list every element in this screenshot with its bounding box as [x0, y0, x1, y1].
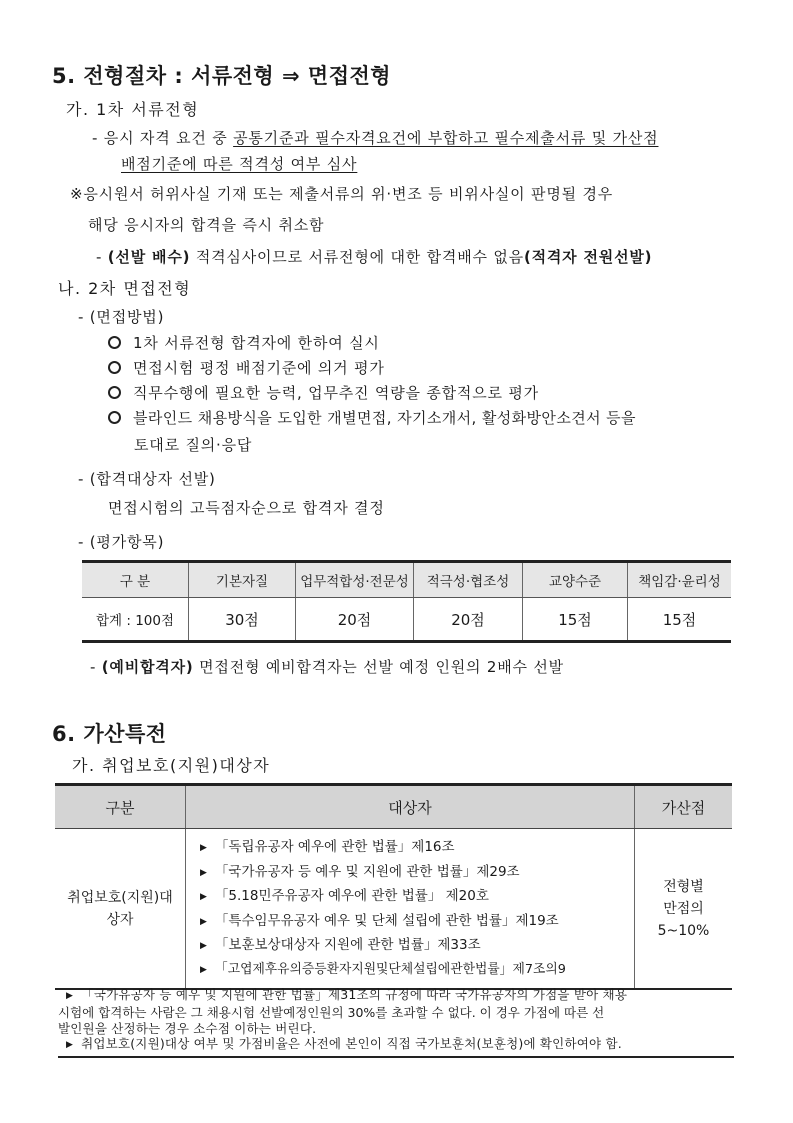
selection-text: 면접시험의 고득점자순으로 합격자 결정: [108, 499, 385, 517]
reserve-candidates-label: (예비합격자): [101, 658, 194, 676]
interview-method-item: 블라인드 채용방식을 도입한 개별면접, 자기소개서, 활성화방안소견서 등을: [108, 407, 636, 428]
triangle-bullet-icon: ▶: [200, 916, 207, 927]
triangle-bullet-icon: ▶: [200, 941, 207, 951]
section-6-title: 6. 가산특전: [52, 722, 167, 746]
table-row: [55, 829, 732, 990]
table-cell: 30점: [189, 598, 296, 642]
interview-method-item: 1차 서류전형 합격자에 한하여 실시: [108, 332, 380, 353]
table-row: [82, 598, 731, 642]
selection-ratio-line: - (선발 배수) 적격심사이므로 서류전형에 대한 합격배수 없음(적격자 전원선발): [96, 248, 653, 266]
circle-bullet-icon: [108, 411, 121, 424]
screening-criteria-underlined-1: 공통기준과 필수자격요건에 부합하고 필수제출서류 및 가산점: [233, 129, 659, 147]
list-item: ▶ 「보훈보상대상자 지원에 관한 법률」제33조: [200, 937, 481, 953]
interview-method-item: 직무수행에 필요한 능력, 업무추진 역량을 종합적으로 평가: [108, 382, 539, 403]
triangle-bullet-icon: ▶: [66, 1040, 74, 1050]
selection-label: - (합격대상자 선발): [78, 470, 216, 488]
table-header-cell: 기본자질: [189, 562, 296, 598]
circle-bullet-icon: [108, 361, 121, 374]
veterans-verify-note: ▶ 취업보호(지원)대상 여부 및 가점비율은 사전에 본인이 직접 국가보훈처(보훈청)에 확인하여야 함.: [58, 1036, 734, 1058]
triangle-bullet-icon: ▶: [200, 843, 207, 853]
bonus-points-table: [55, 783, 732, 990]
table-cell: 합계 : 100점: [82, 598, 189, 642]
circle-bullet-icon: [108, 336, 121, 349]
triangle-bullet-icon: ▶: [200, 892, 207, 902]
triangle-bullet-icon: ▶: [200, 867, 207, 878]
evaluation-items-label: - (평가항목): [78, 533, 165, 551]
list-item: ▶ 「특수임무유공자 예우 및 단체 설립에 관한 법률」제19조: [200, 912, 559, 929]
table-cell: 20점: [414, 598, 523, 642]
subsection-interview-heading: 나. 2차 면접전형: [58, 279, 192, 298]
table-cell: 20점: [296, 598, 414, 642]
interview-method-item-continuation: 토대로 질의·응답: [134, 436, 253, 454]
evaluation-items-table: [82, 560, 731, 643]
list-item: ▶ 「독립유공자 예우에 관한 법률」제16조: [200, 839, 455, 855]
bonus-points-cell: 전형별 만점의 5~10%: [635, 829, 733, 990]
screening-criteria-line-1: - 응시 자격 요건 중 공통기준과 필수자격요건에 부합하고 필수제출서류 및 가산점: [92, 129, 659, 147]
table-header-cell: 적극성·협조성: [414, 562, 523, 598]
table-header-cell: 구 분: [82, 562, 189, 598]
table-header-row: [55, 785, 732, 829]
circle-bullet-icon: [108, 386, 121, 399]
selection-ratio-label: (선발 배수): [107, 248, 191, 266]
triangle-bullet-icon: ▶: [66, 991, 74, 1001]
table-cell: 15점: [628, 598, 732, 642]
table-cell: 15점: [523, 598, 628, 642]
table-header-row: [82, 562, 731, 598]
list-item: ▶ 「국가유공자 등 예우 및 지원에 관한 법률」제29조: [200, 863, 520, 880]
subsection-document-screening-heading: 가. 1차 서류전형: [66, 100, 200, 119]
table-header-cell: 가산점: [635, 785, 733, 829]
category-cell: 취업보호(지원)대 상자: [55, 829, 186, 990]
table-header-cell: 구분: [55, 785, 186, 829]
reserve-candidates-line: - (예비합격자) 면접전형 예비합격자는 선발 예정 인원의 2배수 선발: [90, 658, 564, 676]
section-5-title: 5. 전형절차 : 서류전형 ⇒ 면접전형: [52, 64, 392, 88]
triangle-bullet-icon: ▶: [200, 964, 207, 975]
table-header-cell: 교양수준: [523, 562, 628, 598]
list-item: ▶ 「고엽제후유의증등환자지원및단체설립에관한법률」제7조의9: [200, 961, 566, 977]
subsection-veterans-heading: 가. 취업보호(지원)대상자: [72, 756, 271, 775]
list-item: ▶ 「5.18민주유공자 예우에 관한 법률」 제20호: [200, 888, 489, 904]
veterans-limit-note: ▶ 「국가유공자 등 예우 및 지원에 관한 법률」제31조의 규정에 따라 국가유공자의 가점을 받아 채용 시험에 합격하는 사람은 그 채용시험 선발예정인원의 30%를 초과할 수 없다. 이 경우 가점에 따른 선 발인원을 산정하는 경우 소수점 이하는 버린다.: [58, 987, 628, 1036]
table-header-cell: 대상자: [186, 785, 635, 829]
table-header-cell: 책임감·윤리성: [628, 562, 732, 598]
screening-criteria-line-2: 배점기준에 따른 적격성 여부 심사: [121, 155, 358, 173]
eligible-laws-cell: [186, 829, 635, 990]
interview-method-item: 면접시험 평정 배점기준에 의거 평가: [108, 357, 385, 378]
table-header-cell: 업무적합성·전문성: [296, 562, 414, 598]
false-info-note-line-2: 해당 응시자의 합격을 즉시 취소함: [88, 216, 325, 234]
selection-ratio-emphasis: (적격자 전원선발): [523, 248, 653, 266]
false-info-note-line-1: ※응시원서 허위사실 기재 또는 제출서류의 위·변조 등 비위사실이 판명될 경우: [70, 185, 614, 203]
interview-method-label: - (면접방법): [78, 308, 165, 326]
